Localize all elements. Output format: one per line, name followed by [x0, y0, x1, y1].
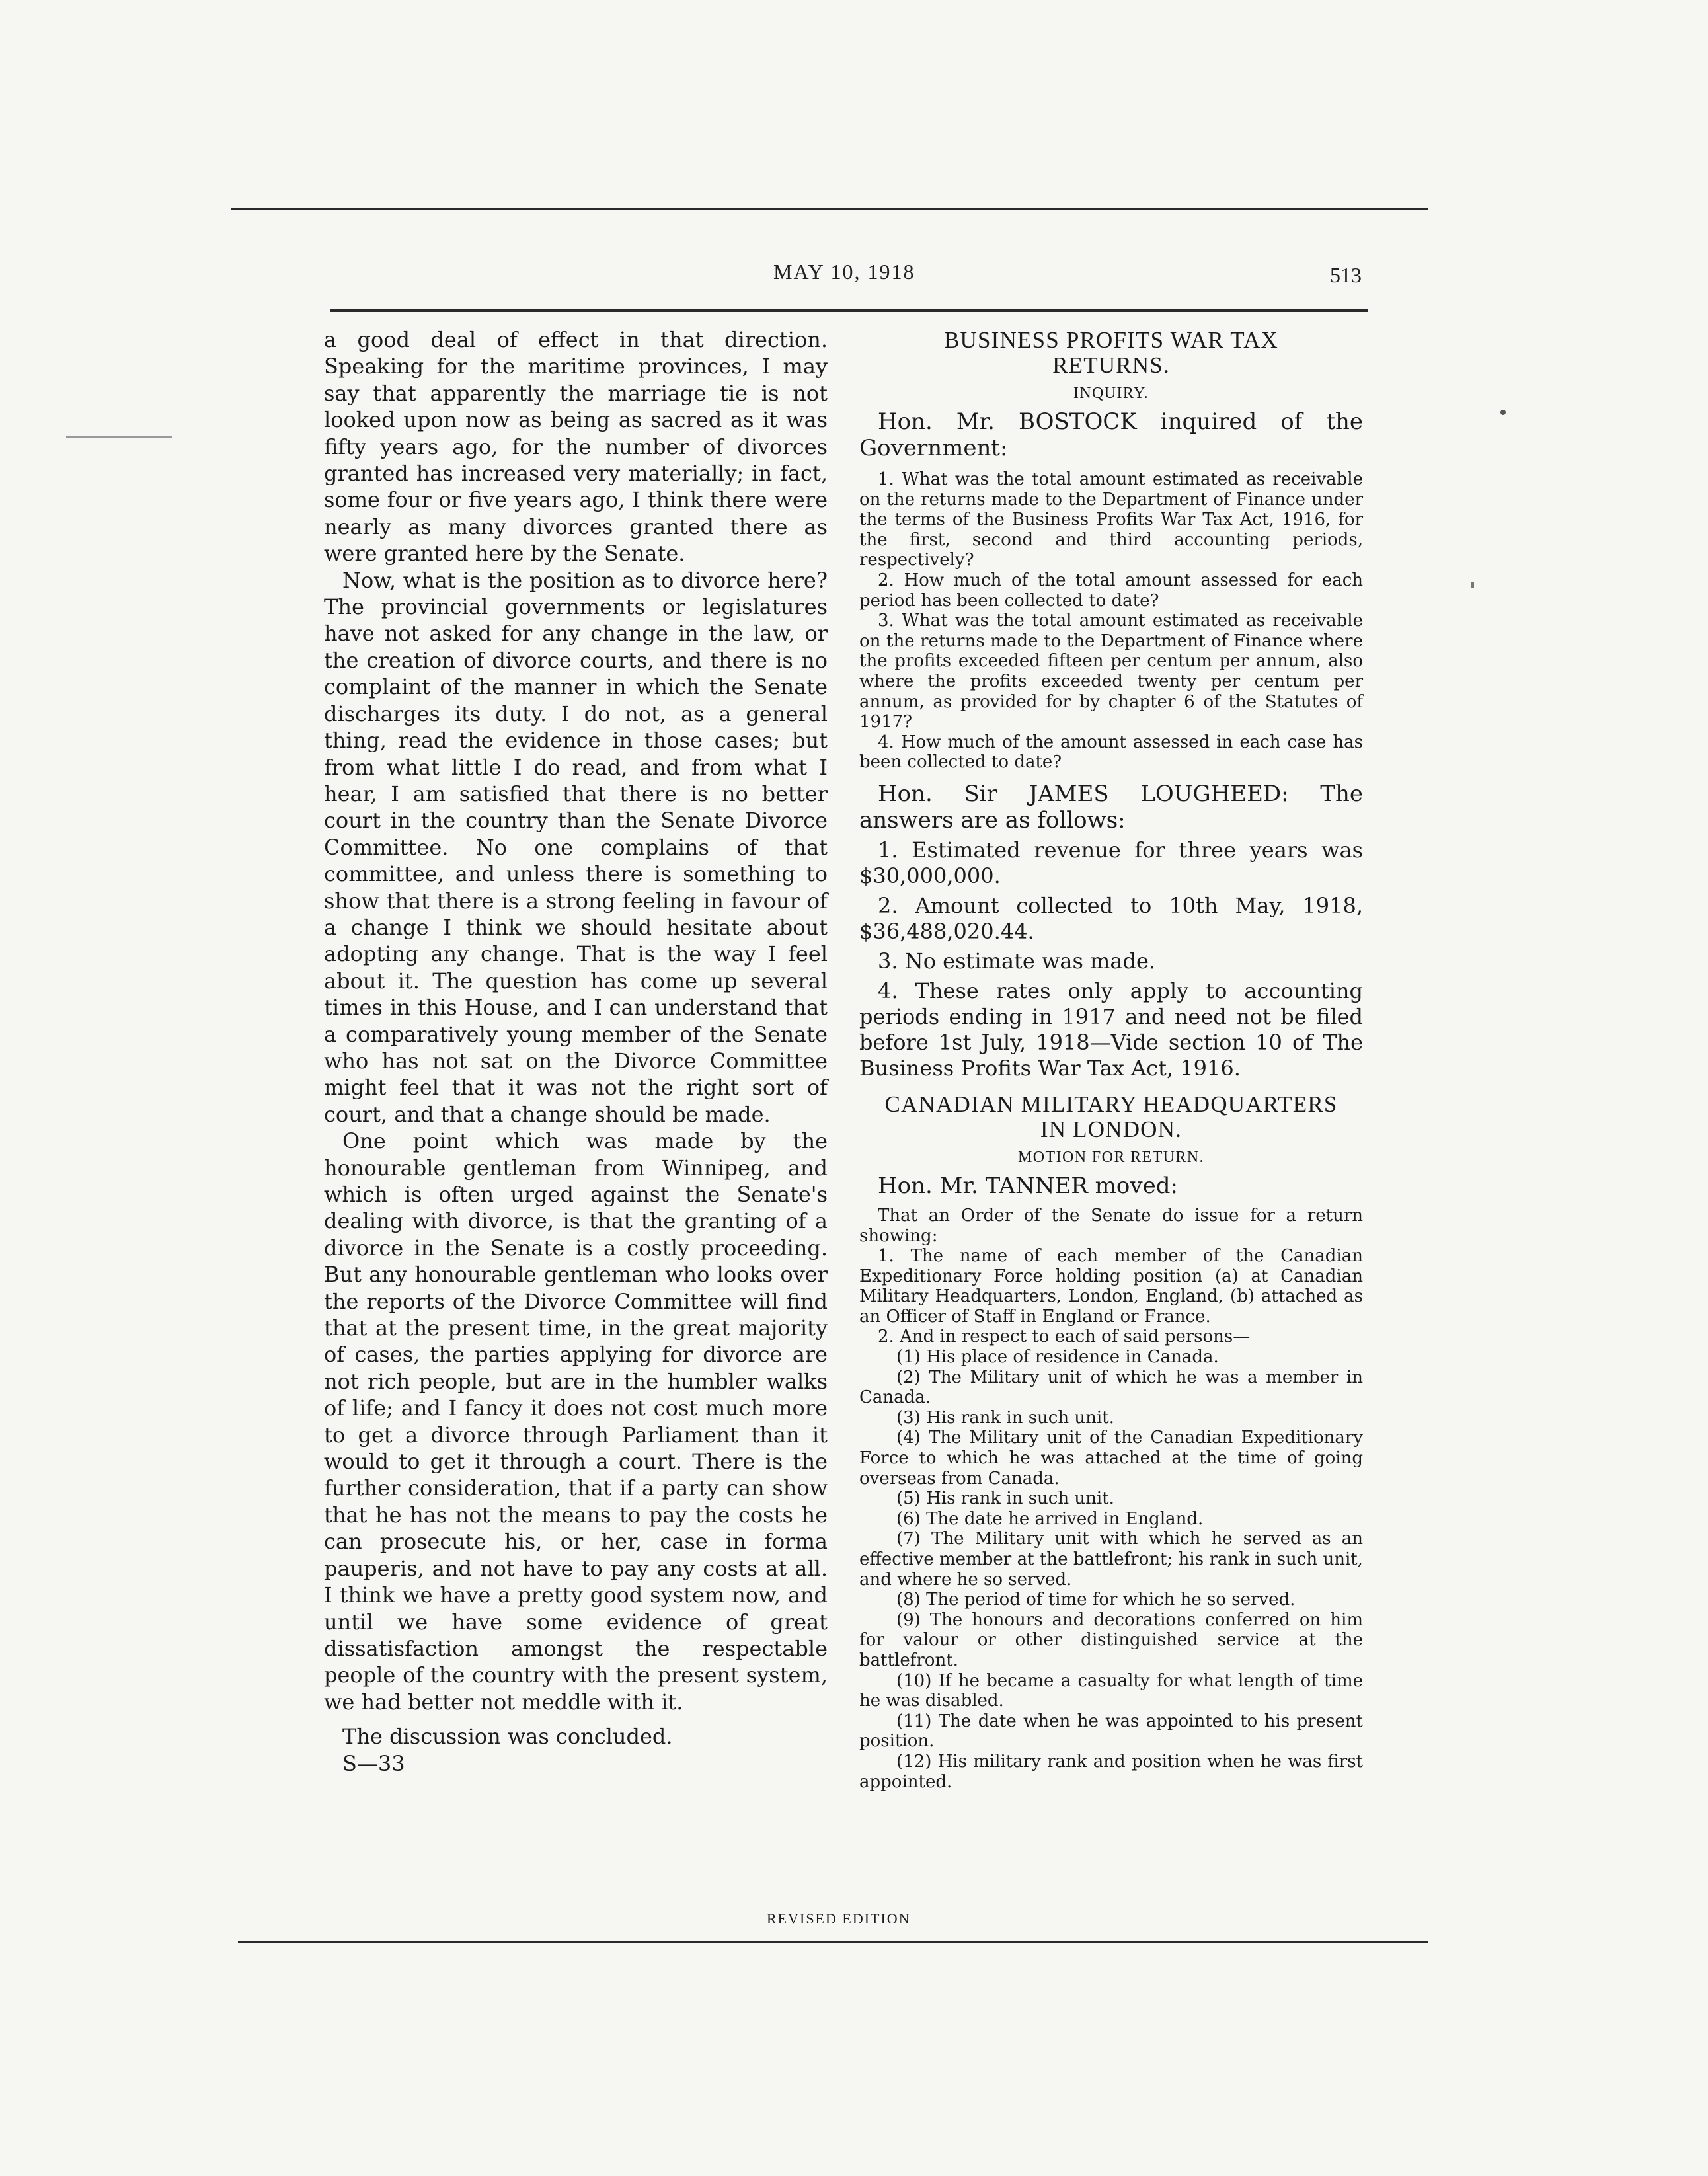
- page-date: MAY 10, 1918: [773, 260, 915, 284]
- scan-mark-left-dash: [66, 436, 172, 438]
- section1-subtitle: INQUIRY.: [1073, 385, 1149, 402]
- bottom-rule: [238, 1941, 1428, 1943]
- motion-item-6: (4) The Military unit of the Canadian Expeditionary Force to which he was attached at the time of going overseas from Canada.: [859, 1428, 1363, 1489]
- page-number: 513: [1330, 263, 1362, 287]
- section2-mover: Hon. Mr. TANNER moved:: [878, 1172, 1178, 1199]
- scan-mark-right-dot-2: [1471, 582, 1474, 588]
- section1-intro: Hon. Mr. BOSTOCK inquired of the Government:: [859, 408, 1363, 461]
- question-3: 3. What was the total amount estimated as receivable on the returns made to the Department of Finance where the profits exceeded fifteen per centum per annum, also where the profits exceeded twenty per centum per annum, as provided for by chapter 6 of the Statutes of 1917?: [859, 611, 1363, 732]
- motion-item-3: (1) His place of residence in Canada.: [896, 1347, 1219, 1368]
- motion-item-13: (11) The date when he was appointed to his present position.: [859, 1711, 1363, 1752]
- closing-line: The discussion was concluded.: [342, 1724, 673, 1750]
- answer-1: 1. Estimated revenue for three years was $30,000,000.: [859, 837, 1363, 888]
- section1-title-line1: BUSINESS PROFITS WAR TAX: [943, 327, 1279, 353]
- scan-mark-right-dot: [1500, 410, 1506, 415]
- question-2: 2. How much of the total amount assessed for each period has been collected to date?: [859, 570, 1363, 611]
- answer-3: 3. No estimate was made.: [878, 948, 1156, 974]
- signature-mark: S—33: [342, 1750, 405, 1776]
- motion-item-11: (9) The honours and decorations conferred on him for valour or other distinguished service at the battlefront.: [859, 1610, 1363, 1670]
- left-paragraph-1: a good deal of effect in that direction. Speaking for the maritime provinces, I may say that apparently the marriage tie is not looked upon now as being as sacred as it was fifty years ago, for the number of divorces granted has increased very materially; in fact, some four or five years ago, I think there were nearly as many divorces granted there as were granted here by the Senate.: [324, 327, 828, 566]
- motion-item-8: (6) The date he arrived in England.: [896, 1508, 1204, 1529]
- edition-footer: REVISED EDITION: [767, 1910, 911, 1927]
- answer-2: 2. Amount collected to 10th May, 1918, $36,488,020.44.: [859, 892, 1363, 944]
- left-paragraph-3: One point which was made by the honourable gentleman from Winnipeg, and which is often urged against the Senate's dealing with divorce, is that the granting of a divorce in the Senate is a costly proceeding. But any honourable gentleman who looks over the reports of the Divorce Committee will find that at the present time, in the great majority of cases, the parties applying for divorce are not rich people, but are in the humbler walks of life; and I fancy it does not cost much more to get a divorce through Parliament than it would to get it through a court. There is the further consideration, that if a party can show that he has not the means to pay the costs he can prosecute his, or her, case in forma pauperis, and not have to pay any costs at all. I think we have a pretty good system now, and until we have some evidence of great dissatisfaction amongst the respectable people of the country with the present system, we had better not meddle with it.: [324, 1128, 828, 1715]
- motion-item-12: (10) If he became a casualty for what length of time he was disabled.: [859, 1670, 1363, 1711]
- section1-title-line2: RETURNS.: [1052, 352, 1170, 378]
- section2-title-line1: CANADIAN MILITARY HEADQUARTERS: [884, 1091, 1338, 1117]
- answer-4: 4. These rates only apply to accounting periods ending in 1917 and need not be filed before 1st July, 1918—Vide section 10 of The Business Profits War Tax Act, 1916.: [859, 978, 1363, 1081]
- motion-item-1: 1. The name of each member of the Canadian Expeditionary Force holding position (a) at Canadian Military Headquarters, London, England, (b) attached as an Officer of Staff in England or France.: [859, 1246, 1363, 1327]
- motion-item-5: (3) His rank in such unit.: [896, 1407, 1114, 1428]
- section2-subtitle: MOTION FOR RETURN.: [1018, 1148, 1204, 1166]
- question-4: 4. How much of the amount assessed in each case has been collected to date?: [859, 732, 1363, 773]
- question-1: 1. What was the total amount estimated as receivable on the returns made to the Department of Finance under the terms of the Business Profits War Tax Act, 1916, for the first, second and third accounting periods, respectively?: [859, 469, 1363, 570]
- motion-item-2: 2. And in respect to each of said persons—: [878, 1327, 1251, 1347]
- left-column: [324, 327, 828, 1777]
- motion-item-7: (5) His rank in such unit.: [896, 1489, 1114, 1509]
- header-rule: [330, 309, 1368, 312]
- left-paragraph-2: Now, what is the position as to divorce here? The provincial governments or legislatures have not asked for any change in the law, or the creation of divorce courts, and there is no complaint of the manner in which the Senate discharges its duty. I do not, as a general thing, read the evidence in those cases; but from what little I do read, and from what I hear, I am satisfied that there is no better court in the country than the Senate Divorce Committee. No one complains of that committee, and unless there is something to show that there is a strong feeling in favour of a change I think we should hesitate about adopting any change. That is the way I feel about it. The question has come up several times in this House, and I can understand that a comparatively young member of the Senate who has not sat on the Divorce Committee might feel that it was not the right sort of court, and that a change should be made.: [324, 567, 828, 1127]
- section2-title-line2: IN LONDON.: [1040, 1116, 1183, 1142]
- top-rule: [231, 208, 1428, 210]
- reply-intro: Hon. Sir JAMES LOUGHEED: The answers are as follows:: [859, 780, 1363, 834]
- right-column: [859, 328, 1363, 1792]
- motion-item-4: (2) The Military unit of which he was a member in Canada.: [859, 1367, 1363, 1408]
- motion-text: That an Order of the Senate do issue for a return showing:: [859, 1205, 1363, 1246]
- motion-item-10: (8) The period of time for which he so served.: [896, 1590, 1296, 1610]
- motion-item-14: (12) His military rank and position when he was first appointed.: [859, 1751, 1363, 1792]
- motion-item-9: (7) The Military unit with which he served as an effective member at the battlefront; his rank in such unit, and where he so served.: [859, 1529, 1363, 1590]
